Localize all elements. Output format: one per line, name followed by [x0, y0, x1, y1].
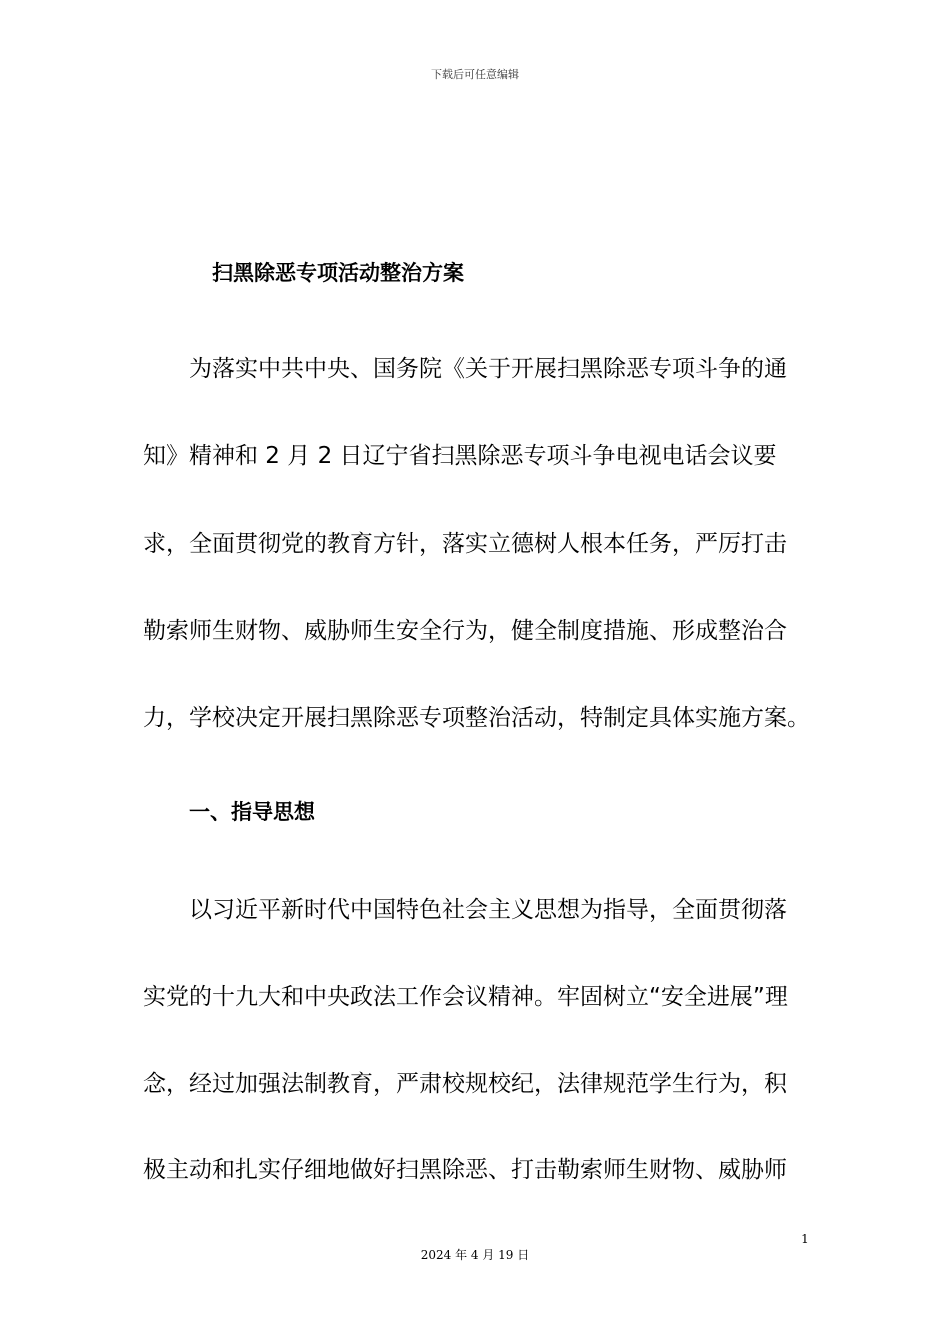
paragraph-line: 以习近平新时代中国特色社会主义思想为指导，全面贯彻落: [189, 897, 787, 923]
paragraph-line: 实党的十九大和中央政法工作会议精神。牢固树立“安全进展”理: [143, 984, 788, 1010]
document-title: 扫黑除恶专项活动整治方案: [212, 261, 464, 285]
page-header: 下载后可任意编辑: [431, 68, 519, 81]
paragraph-line: 力，学校决定开展扫黑除恶专项整治活动，特制定具体实施方案。: [143, 705, 810, 731]
paragraph-line: 知》精神和 2 月 2 日辽宁省扫黑除恶专项斗争电视电话会议要: [143, 443, 777, 469]
paragraph-line: 为落实中共中央、国务院《关于开展扫黑除恶专项斗争的通: [189, 356, 787, 382]
paragraph-line: 极主动和扎实仔细地做好扫黑除恶、打击勒索师生财物、威胁师: [143, 1157, 787, 1183]
paragraph-line: 求，全面贯彻党的教育方针，落实立德树人根本任务，严厉打击: [143, 531, 787, 557]
paragraph-line: 念，经过加强法制教育，严肃校规校纪，法律规范学生行为，积: [143, 1071, 787, 1097]
page-number: 1: [801, 1232, 809, 1246]
paragraph-line: 勒索师生财物、威胁师生安全行为，健全制度措施、形成整治合: [143, 618, 787, 644]
section-heading-guiding-ideology: 一、指导思想: [189, 800, 315, 824]
footer-date: 2024 年 4 月 19 日: [420, 1248, 530, 1262]
